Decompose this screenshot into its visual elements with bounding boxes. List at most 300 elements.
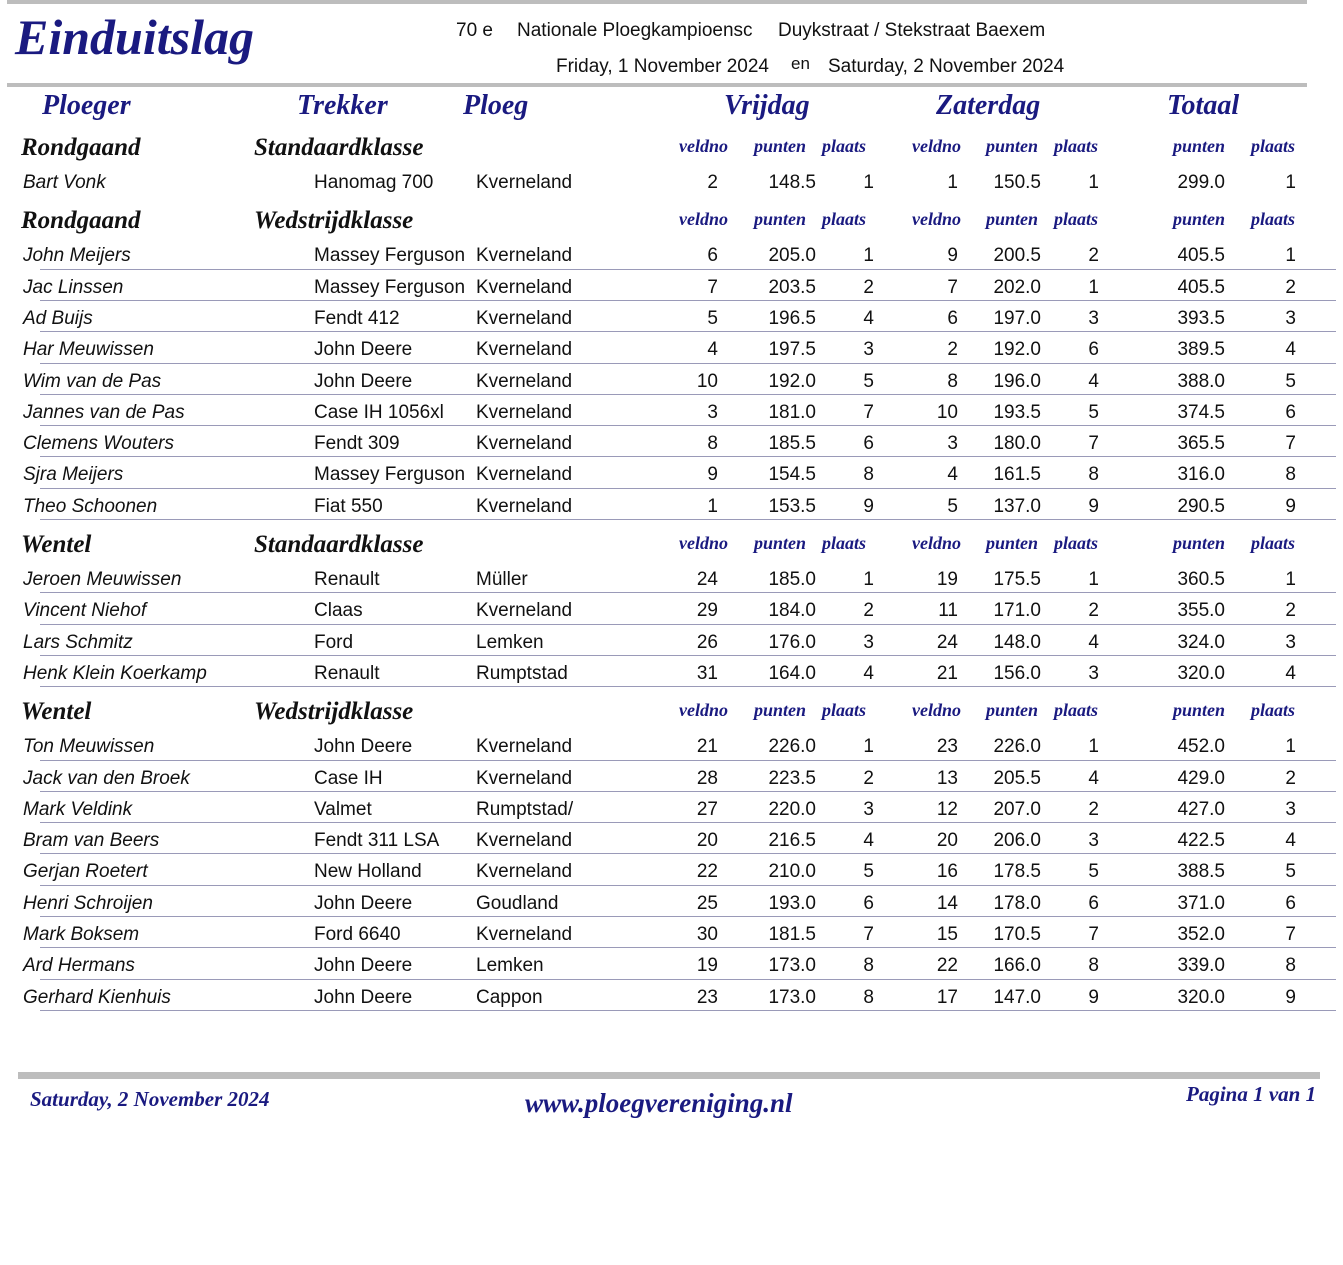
- cell-vrijdag-plaats: 7: [863, 924, 874, 945]
- cell-ploeg: Kverneland: [476, 464, 573, 486]
- cell-trekker: John Deere: [314, 339, 413, 361]
- footer-date: Saturday, 2 November 2024: [30, 1087, 270, 1111]
- sub-zaterdag-veldno: veldno: [912, 700, 961, 721]
- cell-vrijdag-punten: 164.0: [768, 662, 816, 684]
- cell-zaterdag-punten: 180.0: [993, 433, 1041, 455]
- footer-rule: [18, 1072, 1320, 1079]
- col-head-ploeger: Ploeger: [42, 90, 131, 121]
- row-divider: [40, 686, 1336, 687]
- cell-zaterdag-plaats: 8: [1088, 464, 1099, 486]
- cell-ploeg: Kverneland: [476, 370, 573, 392]
- cell-vrijdag-plaats: 8: [863, 464, 874, 486]
- cell-trekker: Renault: [314, 662, 380, 684]
- event-location: Duykstraat / Stekstraat Baexem: [778, 20, 1046, 41]
- cell-totaal-punten: 429.0: [1177, 767, 1225, 789]
- cell-zaterdag-veldno: 2: [947, 339, 958, 361]
- row-divider: [40, 269, 1336, 270]
- cell-zaterdag-veldno: 11: [938, 600, 958, 622]
- sub-zaterdag-plaats: plaats: [1053, 209, 1098, 230]
- page-title: Einduitslag: [15, 9, 254, 65]
- cell-zaterdag-punten: 150.5: [993, 172, 1041, 193]
- sub-vrijdag-plaats: plaats: [821, 136, 866, 156]
- row-divider: [40, 791, 1336, 792]
- cell-vrijdag-punten: 173.0: [768, 955, 816, 977]
- cell-totaal-punten: 324.0: [1177, 631, 1225, 653]
- cell-vrijdag-veldno: 28: [696, 767, 718, 789]
- cell-zaterdag-plaats: 1: [1088, 172, 1099, 193]
- cell-trekker: Valmet: [314, 798, 372, 820]
- cell-ploeger: Ad Buijs: [23, 307, 93, 329]
- cell-totaal-plaats: 8: [1285, 955, 1296, 977]
- cell-zaterdag-punten: 147.0: [993, 986, 1041, 1008]
- row-divider: [40, 425, 1336, 426]
- cell-zaterdag-veldno: 4: [947, 464, 958, 486]
- cell-zaterdag-plaats: 5: [1088, 861, 1099, 883]
- top-rule: [7, 0, 1307, 4]
- sub-zaterdag-punten: punten: [985, 700, 1038, 721]
- cell-vrijdag-punten: 184.0: [768, 600, 816, 622]
- cell-totaal-plaats: 4: [1285, 662, 1296, 684]
- cell-zaterdag-punten: 205.5: [993, 767, 1041, 789]
- cell-vrijdag-plaats: 1: [863, 569, 874, 590]
- cell-zaterdag-plaats: 9: [1088, 495, 1099, 517]
- cell-zaterdag-veldno: 20: [936, 830, 958, 852]
- row-divider: [40, 947, 1336, 948]
- row-divider: [40, 885, 1336, 886]
- cell-zaterdag-plaats: 7: [1088, 924, 1099, 945]
- cell-ploeg: Kverneland: [476, 401, 573, 423]
- cell-vrijdag-punten: 205.0: [768, 245, 816, 267]
- cell-totaal-plaats: 9: [1285, 495, 1296, 517]
- cell-zaterdag-veldno: 24: [936, 631, 958, 653]
- section-type: Wentel: [21, 698, 92, 726]
- cell-ploeg: Kverneland: [476, 767, 573, 789]
- cell-vrijdag-plaats: 9: [863, 495, 874, 517]
- cell-vrijdag-veldno: 5: [707, 307, 718, 329]
- section-klasse: Wedstrijdklasse: [254, 698, 414, 726]
- cell-zaterdag-veldno: 12: [936, 798, 958, 820]
- col-head-totaal: Totaal: [1167, 90, 1240, 121]
- section-klasse: Wedstrijdklasse: [254, 207, 414, 235]
- cell-zaterdag-punten: 156.0: [993, 662, 1041, 684]
- cell-trekker: Case IH: [314, 767, 383, 789]
- row-divider: [40, 655, 1336, 656]
- cell-ploeg: Cappon: [476, 986, 543, 1008]
- cell-trekker: Fendt 412: [314, 307, 400, 329]
- cell-vrijdag-veldno: 19: [696, 955, 718, 977]
- edition-label: 70 e: [456, 20, 493, 41]
- cell-totaal-plaats: 5: [1285, 861, 1296, 883]
- cell-totaal-plaats: 9: [1285, 986, 1296, 1008]
- section-type: Wentel: [21, 531, 92, 558]
- cell-ploeg: Müller: [476, 569, 528, 590]
- cell-zaterdag-veldno: 17: [936, 986, 958, 1008]
- cell-trekker: Renault: [314, 569, 380, 590]
- cell-ploeger: Lars Schmitz: [23, 631, 133, 653]
- cell-ploeg: Kverneland: [476, 245, 573, 267]
- cell-vrijdag-punten: 154.5: [768, 464, 816, 486]
- cell-totaal-punten: 371.0: [1177, 892, 1225, 914]
- cell-zaterdag-punten: 226.0: [993, 736, 1041, 758]
- sub-zaterdag-plaats: plaats: [1053, 136, 1098, 156]
- cell-vrijdag-veldno: 10: [696, 370, 718, 392]
- cell-totaal-plaats: 6: [1285, 892, 1296, 914]
- cell-totaal-punten: 299.0: [1177, 172, 1225, 193]
- cell-totaal-plaats: 5: [1285, 370, 1296, 392]
- cell-trekker: John Deere: [314, 986, 413, 1008]
- cell-vrijdag-plaats: 2: [863, 600, 874, 622]
- cell-zaterdag-veldno: 8: [947, 370, 958, 392]
- cell-zaterdag-plaats: 4: [1088, 631, 1099, 653]
- date-to: Saturday, 2 November 2024: [828, 56, 1065, 77]
- cell-vrijdag-veldno: 6: [707, 245, 718, 267]
- cell-zaterdag-veldno: 14: [936, 892, 958, 914]
- cell-totaal-punten: 360.5: [1177, 569, 1225, 590]
- cell-trekker: Claas: [314, 600, 363, 622]
- cell-vrijdag-plaats: 1: [863, 245, 874, 267]
- cell-ploeg: Kverneland: [476, 600, 573, 622]
- cell-vrijdag-veldno: 8: [707, 433, 718, 455]
- cell-zaterdag-plaats: 6: [1088, 892, 1099, 914]
- sub-vrijdag-punten: punten: [753, 533, 806, 553]
- sub-zaterdag-plaats: plaats: [1053, 700, 1098, 721]
- section-type: Rondgaand: [21, 134, 141, 161]
- cell-zaterdag-veldno: 22: [936, 955, 958, 977]
- section-klasse: Standaardklasse: [254, 531, 424, 558]
- cell-trekker: John Deere: [314, 370, 413, 392]
- cell-vrijdag-punten: 181.0: [768, 401, 816, 423]
- cell-vrijdag-punten: 192.0: [768, 370, 816, 392]
- cell-zaterdag-punten: 202.0: [993, 276, 1041, 298]
- cell-zaterdag-punten: 178.0: [993, 892, 1041, 914]
- cell-trekker: John Deere: [314, 736, 413, 758]
- header-rule: [7, 83, 1307, 87]
- cell-zaterdag-plaats: 3: [1088, 830, 1099, 852]
- cell-ploeg: Kverneland: [476, 339, 573, 361]
- section-klasse: Standaardklasse: [254, 134, 424, 161]
- cell-vrijdag-veldno: 31: [696, 662, 718, 684]
- cell-vrijdag-veldno: 25: [696, 892, 718, 914]
- sub-zaterdag-veldno: veldno: [912, 209, 961, 230]
- date-separator: en: [791, 54, 810, 73]
- cell-zaterdag-plaats: 3: [1088, 662, 1099, 684]
- sub-vrijdag-plaats: plaats: [821, 533, 866, 553]
- cell-zaterdag-punten: 206.0: [993, 830, 1041, 852]
- sub-vrijdag-punten: punten: [753, 700, 806, 721]
- cell-vrijdag-punten: 226.0: [768, 736, 816, 758]
- cell-zaterdag-plaats: 6: [1088, 339, 1099, 361]
- cell-vrijdag-punten: 196.5: [768, 307, 816, 329]
- cell-trekker: New Holland: [314, 861, 422, 883]
- cell-zaterdag-plaats: 9: [1088, 986, 1099, 1008]
- cell-ploeger: Gerhard Kienhuis: [23, 986, 171, 1008]
- row-divider: [40, 1010, 1336, 1011]
- cell-ploeger: Bart Vonk: [23, 172, 106, 193]
- sub-totaal-punten: punten: [1172, 533, 1225, 553]
- cell-ploeger: Wim van de Pas: [23, 370, 162, 392]
- sub-totaal-plaats: plaats: [1250, 533, 1295, 553]
- cell-totaal-plaats: 2: [1285, 767, 1296, 789]
- cell-vrijdag-plaats: 5: [863, 861, 874, 883]
- row-divider: [40, 853, 1336, 854]
- cell-totaal-punten: 316.0: [1177, 464, 1225, 486]
- row-divider: [40, 624, 1336, 625]
- cell-vrijdag-plaats: 5: [863, 370, 874, 392]
- col-head-ploeg: Ploeg: [463, 90, 529, 121]
- cell-totaal-plaats: 3: [1285, 631, 1296, 653]
- section-type: Rondgaand: [21, 207, 141, 235]
- cell-vrijdag-veldno: 1: [707, 495, 718, 517]
- sub-zaterdag-punten: punten: [985, 209, 1038, 230]
- cell-trekker: Fendt 311 LSA: [314, 830, 440, 852]
- cell-totaal-punten: 352.0: [1177, 924, 1225, 945]
- cell-totaal-punten: 389.5: [1177, 339, 1225, 361]
- cell-totaal-punten: 320.0: [1177, 662, 1225, 684]
- cell-vrijdag-veldno: 24: [696, 569, 718, 590]
- cell-totaal-punten: 422.5: [1177, 830, 1225, 852]
- cell-ploeg: Goudland: [476, 892, 559, 914]
- cell-zaterdag-veldno: 6: [947, 307, 958, 329]
- cell-trekker: John Deere: [314, 955, 413, 977]
- cell-vrijdag-punten: 153.5: [768, 495, 816, 517]
- sub-zaterdag-plaats: plaats: [1053, 533, 1098, 553]
- cell-zaterdag-punten: 148.0: [993, 631, 1041, 653]
- cell-zaterdag-veldno: 10: [936, 401, 958, 423]
- cell-vrijdag-punten: 193.0: [768, 892, 816, 914]
- row-divider: [40, 488, 1336, 489]
- sub-totaal-plaats: plaats: [1250, 136, 1295, 156]
- cell-vrijdag-veldno: 27: [696, 798, 718, 820]
- footer-url: www.ploegvereniging.nl: [525, 1088, 793, 1118]
- cell-zaterdag-veldno: 23: [936, 736, 958, 758]
- cell-ploeger: Sjra Meijers: [23, 464, 124, 486]
- sub-vrijdag-punten: punten: [753, 209, 806, 230]
- cell-totaal-plaats: 2: [1285, 276, 1296, 298]
- cell-zaterdag-punten: 178.5: [993, 861, 1041, 883]
- cell-zaterdag-punten: 170.5: [993, 924, 1041, 945]
- cell-vrijdag-plaats: 8: [863, 955, 874, 977]
- cell-ploeger: Jeroen Meuwissen: [23, 569, 182, 590]
- cell-totaal-punten: 452.0: [1177, 736, 1225, 758]
- cell-vrijdag-punten: 181.5: [768, 924, 816, 945]
- cell-ploeger: Ton Meuwissen: [23, 736, 155, 758]
- cell-vrijdag-punten: 216.5: [768, 830, 816, 852]
- cell-totaal-punten: 320.0: [1177, 986, 1225, 1008]
- event-name: Nationale Ploegkampioensc: [517, 20, 753, 41]
- cell-zaterdag-punten: 192.0: [993, 339, 1041, 361]
- cell-vrijdag-veldno: 21: [696, 736, 718, 758]
- cell-vrijdag-plaats: 4: [863, 307, 874, 329]
- cell-trekker: Hanomag 700: [314, 172, 434, 193]
- cell-totaal-plaats: 7: [1285, 924, 1296, 945]
- cell-vrijdag-punten: 185.5: [768, 433, 816, 455]
- row-divider: [40, 331, 1336, 332]
- cell-vrijdag-veldno: 26: [696, 631, 718, 653]
- cell-vrijdag-plaats: 3: [863, 339, 874, 361]
- cell-zaterdag-veldno: 19: [936, 569, 958, 590]
- cell-zaterdag-veldno: 15: [936, 924, 958, 945]
- cell-ploeger: Vincent Niehof: [23, 600, 147, 622]
- cell-totaal-plaats: 3: [1285, 307, 1296, 329]
- cell-ploeg: Kverneland: [476, 307, 573, 329]
- cell-vrijdag-plaats: 1: [863, 736, 874, 758]
- cell-ploeg: Kverneland: [476, 736, 573, 758]
- cell-zaterdag-veldno: 7: [947, 276, 958, 298]
- cell-vrijdag-veldno: 23: [696, 986, 718, 1008]
- cell-totaal-plaats: 6: [1285, 401, 1296, 423]
- cell-vrijdag-veldno: 2: [707, 172, 718, 193]
- sub-vrijdag-veldno: veldno: [679, 209, 728, 230]
- row-divider: [40, 979, 1336, 980]
- cell-vrijdag-veldno: 9: [707, 464, 718, 486]
- cell-zaterdag-punten: 193.5: [993, 401, 1041, 423]
- cell-zaterdag-punten: 161.5: [993, 464, 1041, 486]
- sub-zaterdag-punten: punten: [985, 136, 1038, 156]
- cell-zaterdag-plaats: 1: [1088, 569, 1099, 590]
- cell-vrijdag-punten: 223.5: [768, 767, 816, 789]
- cell-trekker: Case IH 1056xl: [314, 401, 444, 423]
- sub-zaterdag-punten: punten: [985, 533, 1038, 553]
- cell-vrijdag-plaats: 4: [863, 830, 874, 852]
- cell-ploeg: Kverneland: [476, 276, 573, 298]
- cell-zaterdag-plaats: 1: [1088, 736, 1099, 758]
- cell-vrijdag-punten: 173.0: [768, 986, 816, 1008]
- cell-zaterdag-punten: 166.0: [993, 955, 1041, 977]
- row-divider: [40, 592, 1336, 593]
- cell-totaal-punten: 405.5: [1177, 276, 1225, 298]
- cell-vrijdag-punten: 185.0: [768, 569, 816, 590]
- cell-trekker: Ford 6640: [314, 924, 401, 945]
- cell-vrijdag-plaats: 1: [863, 172, 874, 193]
- cell-totaal-punten: 355.0: [1177, 600, 1225, 622]
- cell-ploeger: Clemens Wouters: [23, 433, 174, 455]
- cell-vrijdag-plaats: 2: [863, 276, 874, 298]
- cell-trekker: John Deere: [314, 892, 413, 914]
- cell-vrijdag-veldno: 7: [707, 276, 718, 298]
- cell-zaterdag-plaats: 1: [1088, 276, 1099, 298]
- cell-zaterdag-plaats: 4: [1088, 370, 1099, 392]
- cell-ploeger: Jack van den Broek: [23, 767, 190, 789]
- sub-vrijdag-plaats: plaats: [821, 209, 866, 230]
- footer-page-number: Pagina 1 van 1: [1186, 1082, 1317, 1106]
- cell-totaal-plaats: 1: [1285, 172, 1296, 193]
- cell-trekker: Ford: [314, 631, 354, 653]
- sub-totaal-plaats: plaats: [1250, 209, 1295, 230]
- row-divider: [40, 300, 1336, 301]
- cell-zaterdag-veldno: 13: [936, 767, 958, 789]
- cell-zaterdag-plaats: 3: [1088, 307, 1099, 329]
- cell-zaterdag-plaats: 5: [1088, 401, 1099, 423]
- sub-zaterdag-veldno: veldno: [912, 533, 961, 553]
- col-head-zaterdag: Zaterdag: [936, 90, 1041, 121]
- cell-totaal-punten: 290.5: [1177, 495, 1225, 517]
- row-divider: [40, 394, 1336, 395]
- cell-vrijdag-veldno: 3: [707, 401, 718, 423]
- cell-zaterdag-punten: 175.5: [993, 569, 1041, 590]
- cell-totaal-punten: 388.5: [1177, 861, 1225, 883]
- sub-vrijdag-veldno: veldno: [679, 136, 728, 156]
- cell-trekker: Fiat 550: [314, 495, 383, 517]
- cell-totaal-punten: 365.5: [1177, 433, 1225, 455]
- cell-ploeger: Mark Veldink: [23, 798, 133, 820]
- cell-zaterdag-veldno: 21: [936, 662, 958, 684]
- sub-vrijdag-plaats: plaats: [821, 700, 866, 721]
- cell-ploeger: Henri Schroijen: [23, 892, 153, 914]
- cell-zaterdag-plaats: 2: [1088, 600, 1099, 622]
- row-divider: [40, 363, 1336, 364]
- cell-totaal-plaats: 7: [1285, 433, 1296, 455]
- cell-vrijdag-plaats: 6: [863, 433, 874, 455]
- col-head-trekker: Trekker: [297, 90, 388, 121]
- col-head-vrijdag: Vrijdag: [724, 90, 810, 121]
- cell-totaal-punten: 427.0: [1177, 798, 1225, 820]
- cell-totaal-punten: 405.5: [1177, 245, 1225, 267]
- cell-ploeger: Gerjan Roetert: [23, 861, 148, 883]
- row-divider: [40, 916, 1336, 917]
- cell-zaterdag-plaats: 4: [1088, 767, 1099, 789]
- cell-ploeg: Kverneland: [476, 495, 573, 517]
- date-from: Friday, 1 November 2024: [556, 56, 769, 77]
- cell-vrijdag-plaats: 6: [863, 892, 874, 914]
- cell-vrijdag-punten: 148.5: [768, 172, 816, 193]
- cell-totaal-punten: 374.5: [1177, 401, 1225, 423]
- cell-totaal-plaats: 1: [1285, 736, 1296, 758]
- cell-vrijdag-veldno: 22: [696, 861, 718, 883]
- cell-ploeger: Jac Linssen: [23, 276, 124, 298]
- cell-totaal-plaats: 8: [1285, 464, 1296, 486]
- sub-vrijdag-veldno: veldno: [679, 700, 728, 721]
- cell-trekker: Massey Ferguson: [314, 245, 466, 267]
- cell-totaal-plaats: 3: [1285, 798, 1296, 820]
- row-divider: [40, 822, 1336, 823]
- cell-vrijdag-plaats: 7: [863, 401, 874, 423]
- cell-zaterdag-plaats: 2: [1088, 245, 1099, 267]
- cell-vrijdag-veldno: 4: [707, 339, 718, 361]
- sub-vrijdag-punten: punten: [753, 136, 806, 156]
- cell-ploeger: Jannes van de Pas: [23, 401, 185, 423]
- cell-zaterdag-punten: 207.0: [993, 798, 1041, 820]
- cell-ploeger: Bram van Beers: [23, 830, 160, 852]
- cell-ploeg: Lemken: [476, 955, 544, 977]
- sub-totaal-punten: punten: [1172, 136, 1225, 156]
- cell-ploeger: Henk Klein Koerkamp: [23, 662, 207, 684]
- sub-totaal-plaats: plaats: [1250, 700, 1295, 721]
- row-divider: [40, 760, 1336, 761]
- cell-zaterdag-veldno: 16: [936, 861, 958, 883]
- cell-vrijdag-punten: 197.5: [768, 339, 816, 361]
- sub-vrijdag-veldno: veldno: [679, 533, 728, 553]
- cell-zaterdag-veldno: 3: [947, 433, 958, 455]
- cell-ploeg: Kverneland: [476, 830, 573, 852]
- cell-ploeger: John Meijers: [23, 245, 131, 267]
- cell-zaterdag-veldno: 5: [947, 495, 958, 517]
- cell-zaterdag-plaats: 7: [1088, 433, 1099, 455]
- cell-ploeg: Kverneland: [476, 924, 573, 945]
- cell-ploeger: Har Meuwissen: [23, 339, 154, 361]
- cell-vrijdag-plaats: 3: [863, 631, 874, 653]
- cell-vrijdag-punten: 210.0: [768, 861, 816, 883]
- cell-vrijdag-plaats: 8: [863, 986, 874, 1008]
- cell-zaterdag-punten: 197.0: [993, 307, 1041, 329]
- sub-zaterdag-veldno: veldno: [912, 136, 961, 156]
- cell-zaterdag-punten: 171.0: [993, 600, 1041, 622]
- cell-zaterdag-punten: 200.5: [993, 245, 1041, 267]
- cell-zaterdag-veldno: 1: [947, 172, 958, 193]
- cell-zaterdag-veldno: 9: [947, 245, 958, 267]
- cell-ploeg: Kverneland: [476, 433, 573, 455]
- cell-vrijdag-veldno: 20: [696, 830, 718, 852]
- cell-totaal-punten: 393.5: [1177, 307, 1225, 329]
